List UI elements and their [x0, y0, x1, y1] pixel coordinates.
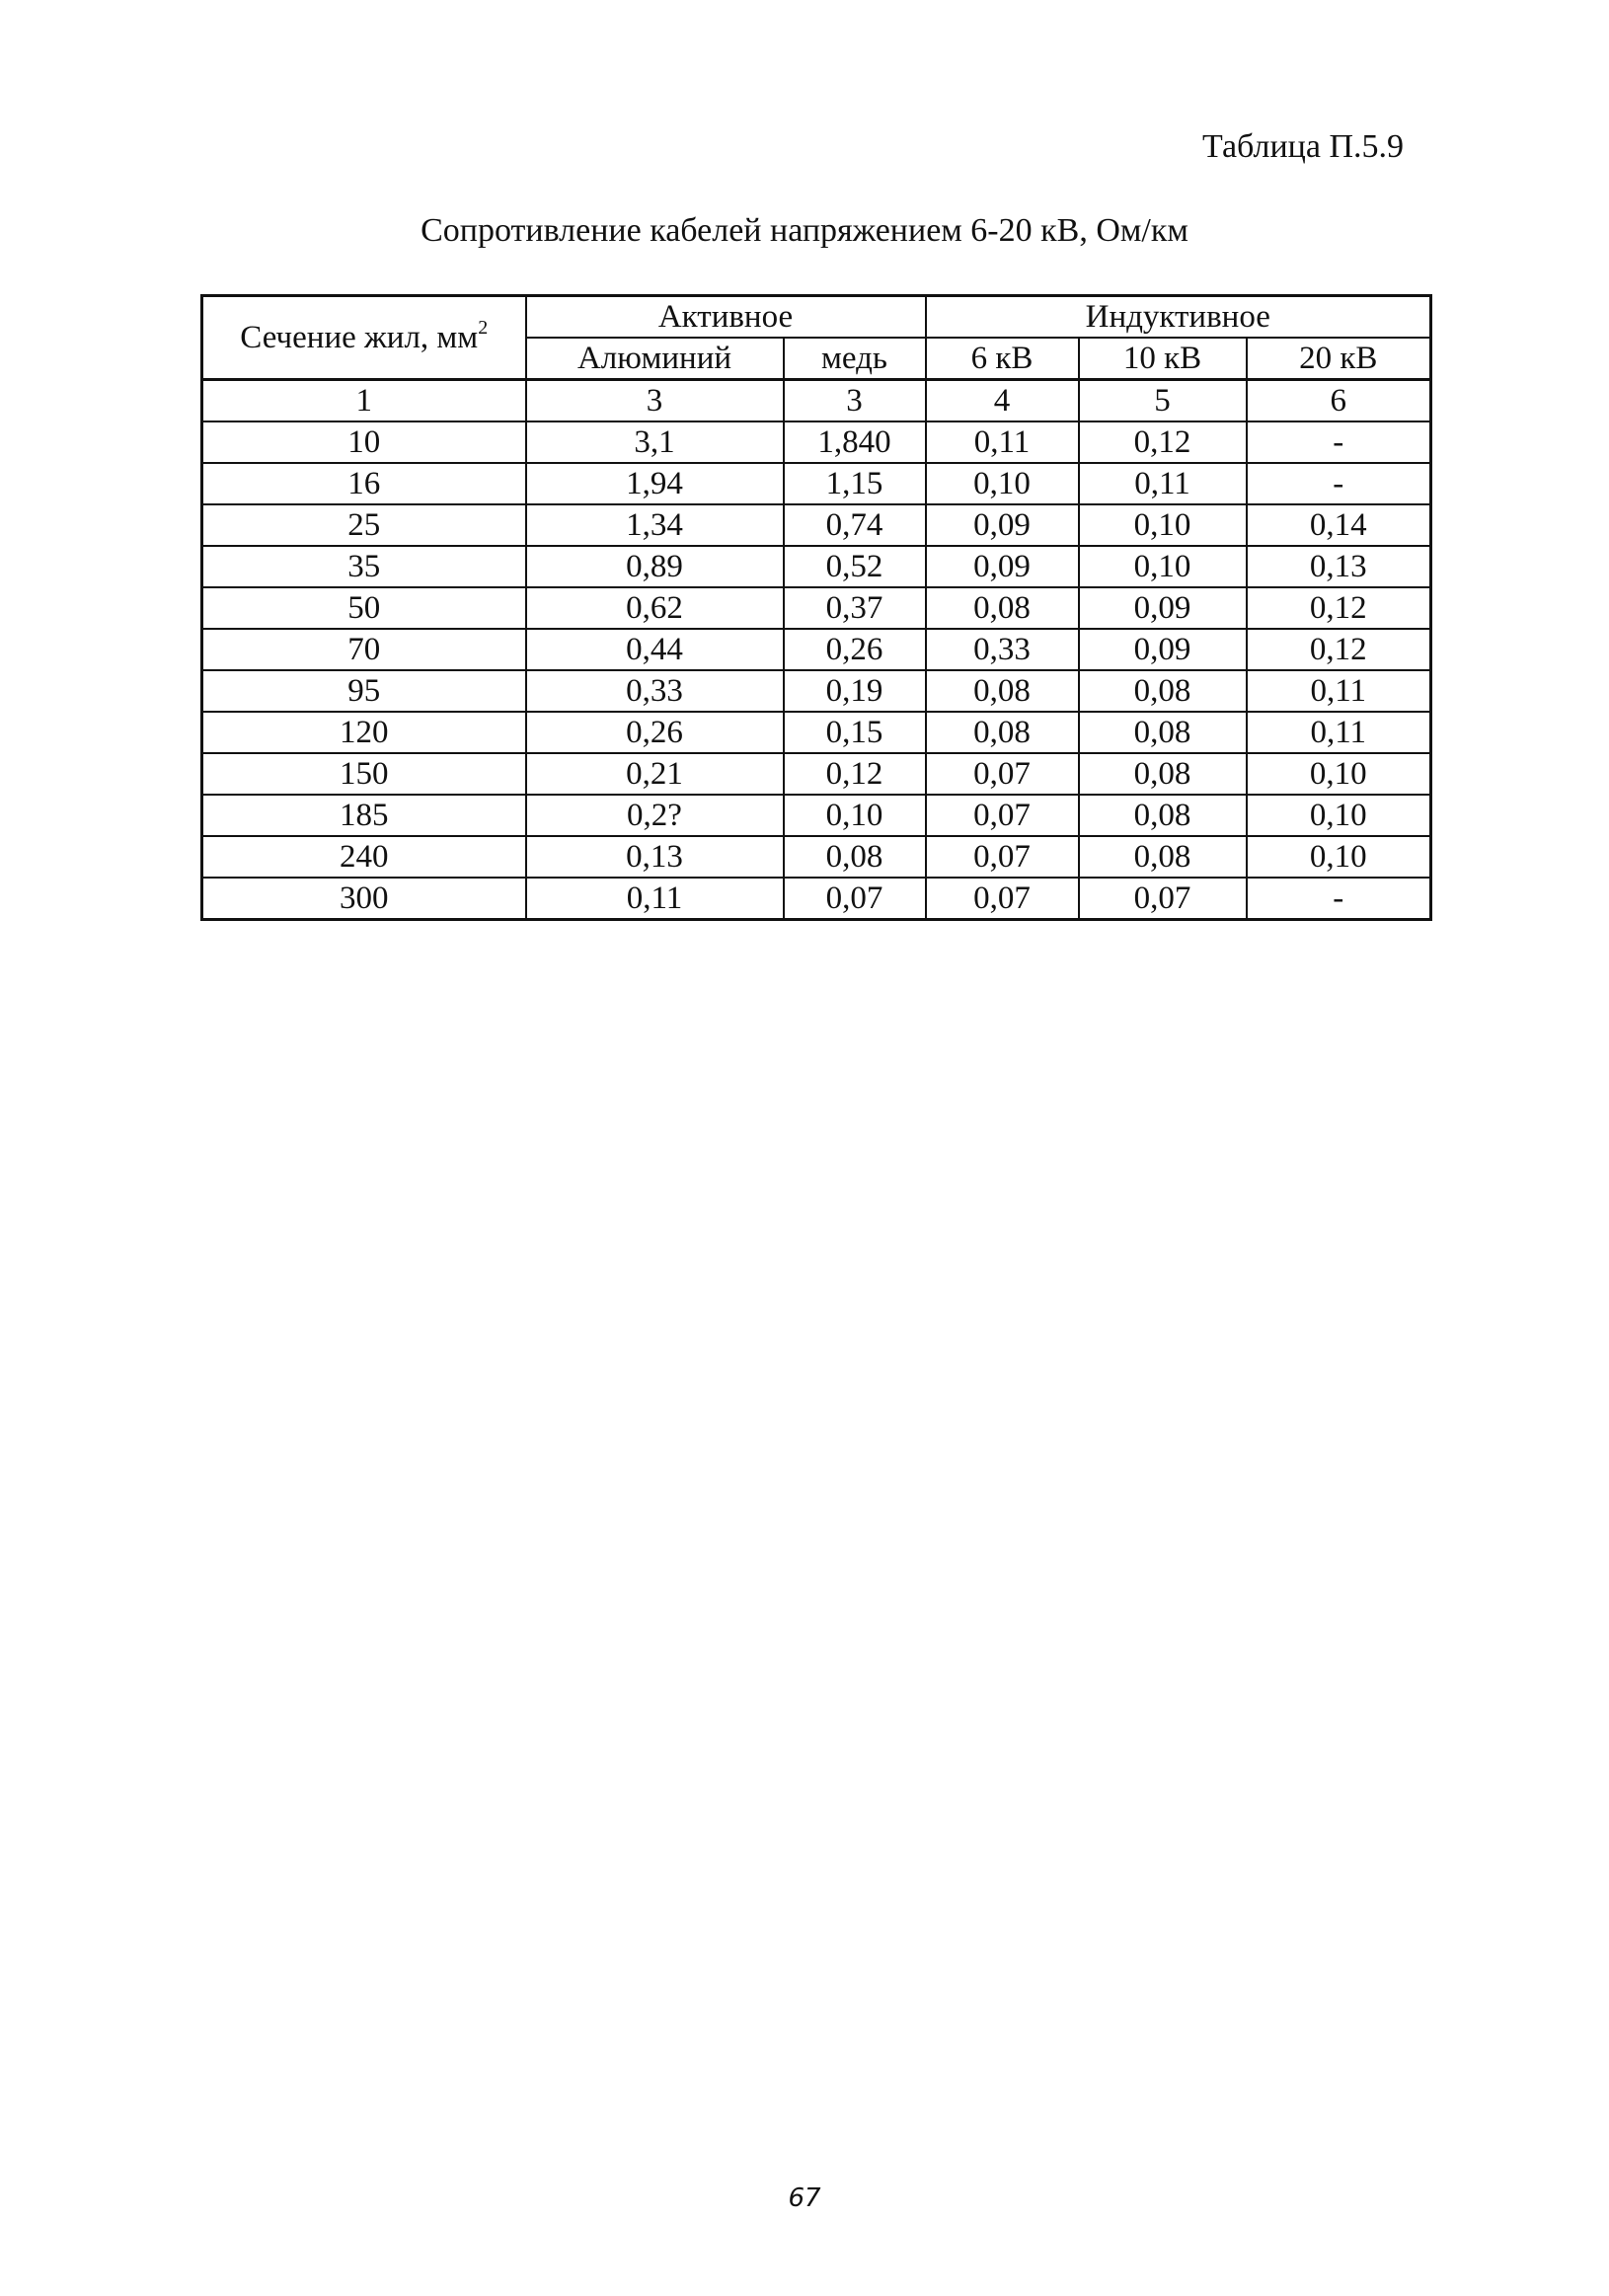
table-row — [202, 421, 1431, 463]
table-body — [202, 380, 1431, 920]
resistance-value-cell: - — [1247, 421, 1431, 463]
resistance-value-cell: 0,07 — [1079, 878, 1247, 920]
table-row — [202, 670, 1431, 712]
column-number-cell: 1 — [202, 380, 526, 422]
cross-section-cell: 95 — [202, 670, 526, 712]
column-number-cell: 6 — [1247, 380, 1431, 422]
column-number-cell: 3 — [526, 380, 784, 422]
resistance-value-cell: 0,08 — [926, 587, 1079, 629]
resistance-value-cell: 1,15 — [784, 463, 926, 504]
table-header — [202, 296, 1431, 380]
resistance-value-cell: 0,07 — [926, 878, 1079, 920]
table-title: Сопротивление кабелей напряжением 6-20 кВ, Ом/км — [421, 212, 1188, 249]
resistance-value-cell: 0,07 — [784, 878, 926, 920]
resistance-value-cell: 0,37 — [784, 587, 926, 629]
resistance-value-cell: 0,2? — [526, 795, 784, 836]
resistance-value-cell: 0,11 — [1247, 712, 1431, 753]
table-row — [202, 878, 1431, 920]
resistance-value-cell: 0,08 — [1079, 795, 1247, 836]
resistance-value-cell: 0,08 — [1079, 753, 1247, 795]
cross-section-cell: 16 — [202, 463, 526, 504]
resistance-value-cell: 0,13 — [1247, 546, 1431, 587]
table-row — [202, 753, 1431, 795]
resistance-table-container — [200, 294, 1429, 921]
resistance-value-cell: 1,94 — [526, 463, 784, 504]
resistance-value-cell: 0,10 — [784, 795, 926, 836]
column-number-row — [202, 380, 1431, 422]
table-row — [202, 546, 1431, 587]
resistance-value-cell: 0,11 — [1247, 670, 1431, 712]
resistance-value-cell: 0,08 — [784, 836, 926, 878]
cross-section-cell: 185 — [202, 795, 526, 836]
resistance-table — [200, 294, 1432, 921]
cross-section-cell: 10 — [202, 421, 526, 463]
resistance-value-cell: 0,07 — [926, 795, 1079, 836]
resistance-value-cell: 0,14 — [1247, 504, 1431, 546]
cross-section-cell: 240 — [202, 836, 526, 878]
resistance-value-cell: 0,07 — [926, 836, 1079, 878]
resistance-value-cell: 0,10 — [1247, 795, 1431, 836]
resistance-value-cell: 0,09 — [926, 504, 1079, 546]
resistance-value-cell: 0,26 — [526, 712, 784, 753]
resistance-value-cell: 0,12 — [1079, 421, 1247, 463]
cross-section-cell: 150 — [202, 753, 526, 795]
cross-section-cell: 25 — [202, 504, 526, 546]
resistance-value-cell: 0,09 — [926, 546, 1079, 587]
resistance-value-cell: 0,33 — [526, 670, 784, 712]
cross-section-cell: 300 — [202, 878, 526, 920]
resistance-value-cell: 0,08 — [926, 712, 1079, 753]
resistance-value-cell: 0,74 — [784, 504, 926, 546]
table-row — [202, 587, 1431, 629]
resistance-value-cell: 1,840 — [784, 421, 926, 463]
resistance-value-cell: 0,52 — [784, 546, 926, 587]
table-row — [202, 712, 1431, 753]
resistance-value-cell: 0,11 — [526, 878, 784, 920]
table-row — [202, 795, 1431, 836]
cross-section-cell: 70 — [202, 629, 526, 670]
resistance-value-cell: 0,44 — [526, 629, 784, 670]
table-label: Таблица П.5.9 — [1202, 128, 1404, 165]
resistance-value-cell: 0,08 — [1079, 836, 1247, 878]
header-inductive: Индуктивное — [926, 296, 1431, 339]
resistance-value-cell: 0,10 — [1247, 836, 1431, 878]
cross-section-cell: 120 — [202, 712, 526, 753]
cross-section-cell: 50 — [202, 587, 526, 629]
resistance-value-cell: 0,33 — [926, 629, 1079, 670]
resistance-value-cell: 0,15 — [784, 712, 926, 753]
table-row — [202, 463, 1431, 504]
resistance-value-cell: 0,12 — [1247, 629, 1431, 670]
resistance-value-cell: 0,11 — [1079, 463, 1247, 504]
resistance-value-cell: 0,62 — [526, 587, 784, 629]
table-row — [202, 504, 1431, 546]
resistance-value-cell: 0,08 — [1079, 670, 1247, 712]
header-section-superscript: 2 — [478, 316, 489, 339]
header-10kv: 10 кВ — [1079, 338, 1247, 380]
column-number-cell: 4 — [926, 380, 1079, 422]
header-active: Активное — [526, 296, 926, 339]
resistance-value-cell: 0,09 — [1079, 587, 1247, 629]
header-copper: медь — [784, 338, 926, 380]
resistance-value-cell: 0,12 — [1247, 587, 1431, 629]
header-section-text: Сечение жил, мм — [240, 319, 479, 355]
resistance-value-cell: 0,13 — [526, 836, 784, 878]
resistance-value-cell: - — [1247, 878, 1431, 920]
resistance-value-cell: 0,26 — [784, 629, 926, 670]
resistance-value-cell: 0,09 — [1079, 629, 1247, 670]
resistance-value-cell: 0,07 — [926, 753, 1079, 795]
resistance-value-cell: 0,08 — [926, 670, 1079, 712]
column-number-cell: 3 — [784, 380, 926, 422]
header-aluminum: Алюминий — [526, 338, 784, 380]
resistance-value-cell: 0,11 — [926, 421, 1079, 463]
column-number-cell: 5 — [1079, 380, 1247, 422]
resistance-value-cell: 0,08 — [1079, 712, 1247, 753]
resistance-value-cell: 1,34 — [526, 504, 784, 546]
header-20kv: 20 кВ — [1247, 338, 1431, 380]
resistance-value-cell: - — [1247, 463, 1431, 504]
resistance-value-cell: 0,19 — [784, 670, 926, 712]
resistance-value-cell: 0,10 — [1079, 546, 1247, 587]
cross-section-cell: 35 — [202, 546, 526, 587]
resistance-value-cell: 0,89 — [526, 546, 784, 587]
resistance-value-cell: 3,1 — [526, 421, 784, 463]
header-section — [202, 296, 526, 380]
header-row-groups — [202, 296, 1431, 339]
resistance-value-cell: 0,10 — [926, 463, 1079, 504]
table-row — [202, 629, 1431, 670]
resistance-value-cell: 0,21 — [526, 753, 784, 795]
page-number: 67 — [788, 2183, 821, 2213]
resistance-value-cell: 0,10 — [1247, 753, 1431, 795]
header-6kv: 6 кВ — [926, 338, 1079, 380]
table-row — [202, 836, 1431, 878]
resistance-value-cell: 0,10 — [1079, 504, 1247, 546]
resistance-value-cell: 0,12 — [784, 753, 926, 795]
